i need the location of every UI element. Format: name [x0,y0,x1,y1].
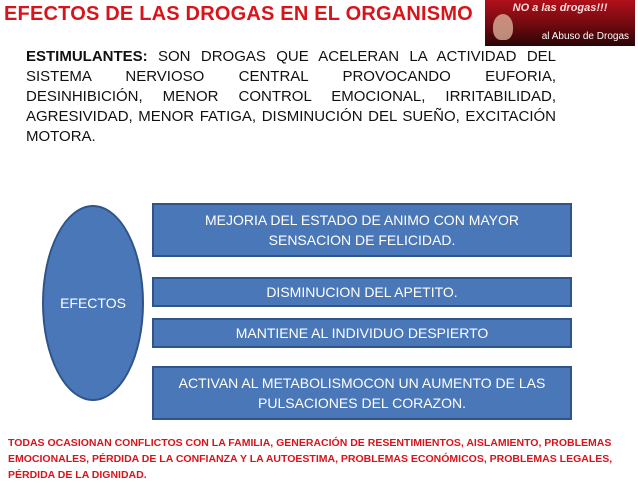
logo-top-text: NO a las drogas!!! [512,2,608,14]
logo-bottom-text: al Abuso de Drogas [541,31,629,42]
footer-note: TODAS OCASIONAN CONFLICTOS CON LA FAMILIA, GENERACIÓN DE RESENTIMIENTOS, AISLAMIENTO, PROBLEMAS EMOCIONALES, PÉRDIDA DE LA CONFIANZA Y LA AUTOESTIMA, PROBLEMAS ECONÓMICOS, PROBLEMAS LEGALES, PÉRDIDA DE LA DIGNIDAD. [8,437,613,481]
effect-box-3: MANTIENE AL INDIVIDUO DESPIERTO [152,318,572,348]
effects-ellipse [42,205,144,401]
intro-body: SON DROGAS QUE ACELERAN LA ACTIVIDAD DEL SISTEMA NERVIOSO CENTRAL PROVOCANDO EUFORIA, DESINHIBICIÓN, MENOR CONTROL EMOCIONAL, IRRITABILIDAD, AGRESIVIDAD, MENOR FATIGA, DISMINUCIÓN DEL SUEÑO, EXCITACIÓN MOTORA. [26,48,556,145]
intro-lead: ESTIMULANTES: [26,48,148,65]
effect-box-4: ACTIVAN AL METABOLISMOCON UN AUMENTO DE LAS PULSACIONES DEL CORAZON. [152,366,572,420]
effects-label: EFECTOS [60,295,126,311]
effect-box-2: DISMINUCION DEL APETITO. [152,277,572,307]
page-title: EFECTOS DE LAS DROGAS EN EL ORGANISMO [4,3,473,25]
intro-paragraph [26,47,556,147]
effect-box-1: MEJORIA DEL ESTADO DE ANIMO CON MAYOR SENSACION DE FELICIDAD. [152,203,572,257]
face-image-icon [493,14,513,40]
logo-banner [485,0,635,46]
